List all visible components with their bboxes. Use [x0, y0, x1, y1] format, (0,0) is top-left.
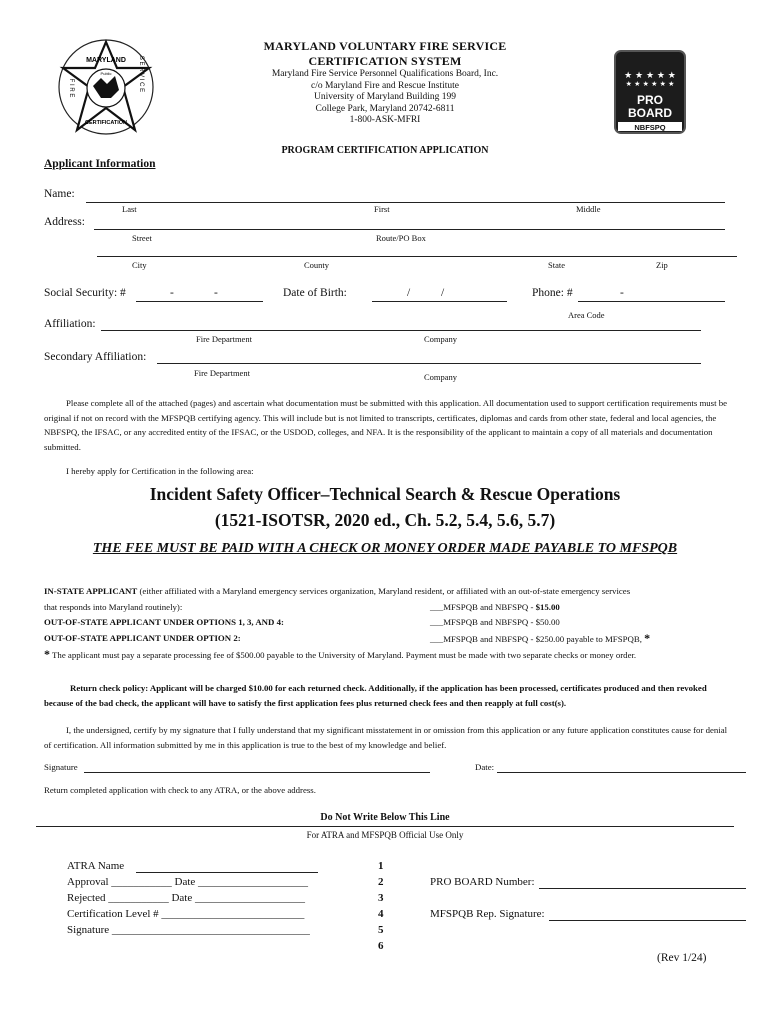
address-line: Maryland Fire Service Personnel Qualifications Board, Inc.	[271, 69, 499, 79]
ssn-dash: -	[214, 287, 218, 299]
dob-label: Date of Birth:	[283, 287, 347, 299]
divider-line	[36, 826, 734, 827]
certification-code: (1521-ISOTSR, 2020 ed., Ch. 5.2, 5.4, 5.6, 5.7)	[214, 510, 556, 530]
address-pobox-caption: Route/PO Box	[376, 233, 426, 243]
footnote-line	[44, 647, 636, 663]
header-address	[150, 69, 620, 127]
secondary-fire-dept-caption: Fire Department	[194, 368, 250, 378]
pro-board-line-3: NBFSPQ	[634, 123, 666, 132]
atra-name-field[interactable]	[136, 872, 318, 873]
state-caption: State	[548, 260, 565, 270]
name-middle-caption: Middle	[576, 204, 601, 214]
footnote-star: *	[644, 631, 651, 645]
return-instructions: Return completed application with check to any ATRA, or the above address.	[44, 785, 316, 795]
official-use-subheading: For ATRA and MFSPQB Official Use Only	[306, 830, 464, 840]
rejected-line: Rejected ___________ Date ____________________	[67, 892, 305, 904]
number-item: 2	[378, 876, 384, 888]
number-item: 6	[378, 940, 384, 952]
number-item: 4	[378, 908, 384, 920]
secondary-affiliation-field[interactable]	[157, 363, 701, 364]
seal-bottom-text: CERTIFICATION	[84, 120, 128, 126]
oos-option-2-fee[interactable]	[430, 631, 650, 647]
address-label: Address:	[44, 216, 85, 228]
address-line: College Park, Maryland 20742-6811	[315, 103, 455, 114]
pro-board-number-label: PRO BOARD Number:	[430, 876, 535, 888]
oos-options-134-label: OUT-OF-STATE APPLICANT UNDER OPTIONS 1, 3, AND 4:	[44, 617, 284, 627]
ssn-dash: -	[170, 287, 174, 299]
section-applicant-information: Applicant Information	[44, 158, 156, 170]
do-not-write-heading: Do Not Write Below This Line	[320, 812, 450, 823]
header-title	[150, 39, 620, 69]
mfspqb-seal-logo	[57, 38, 155, 136]
oos-option-2-fee-text: ___MFSPQB and NBFSPQ - $250.00 payable to MFSPQB,	[430, 634, 642, 644]
pro-board-logo	[614, 50, 686, 134]
ssn-label: Social Security: #	[44, 287, 126, 299]
name-label: Name:	[44, 188, 75, 200]
instate-fee-text: ___MFSPQB and NBFSPQ -	[430, 602, 536, 612]
dob-slash: /	[441, 287, 445, 299]
number-item: 1	[378, 860, 384, 872]
seal-left-text: F I R E	[68, 78, 74, 98]
return-check-policy: Return check policy: Applicant will be charged $10.00 for each returned check. Additionally, if the application has been processed, certificates produced and then revoked because of the bad check, the applicant will have to satisfy the first application fees plus returned check fees and then reapply at full cost(s).	[44, 683, 707, 708]
date-field[interactable]	[497, 772, 746, 773]
fee-notice: THE FEE MUST BE PAID WITH A CHECK OR MONEY ORDER MADE PAYABLE TO MFSPQB	[92, 541, 678, 556]
official-signature-line: Signature ____________________________________	[67, 924, 310, 936]
certification-statement: I, the undersigned, certify by my signature that I fully understand that my significant misstatement in or omission from this application or any future application constitutes cause for denial of certification. All information submitted by me in this application is true to the best of my knowledge and belief.	[44, 725, 728, 750]
secondary-affiliation-label: Secondary Affiliation:	[44, 351, 147, 363]
instate-fee-amount: $15.00	[535, 602, 560, 612]
seal-right-text: S E R V I C E	[138, 55, 144, 93]
area-code-caption: Area Code	[568, 310, 605, 320]
phone-field[interactable]	[578, 301, 725, 302]
svg-text:★ ★ ★ ★ ★: ★ ★ ★ ★ ★	[624, 71, 676, 81]
pro-board-line-1: PRO	[636, 93, 664, 107]
oos-options-134-fee[interactable]: ___MFSPQB and NBFSPQ - $50.00	[430, 617, 560, 627]
dob-field[interactable]	[372, 301, 507, 302]
svg-text:★ ★ ★ ★ ★ ★: ★ ★ ★ ★ ★ ★	[625, 80, 675, 88]
footnote-star: *	[44, 647, 50, 661]
pro-board-number-field[interactable]	[539, 888, 746, 889]
address-line: University of Maryland Building 199	[314, 92, 456, 102]
affiliation-fire-dept-caption: Fire Department	[196, 334, 252, 344]
instructions-paragraph: Please complete all of the attached (pages) and ascertain what documentation must be submitted with this application. All documentation used to support certification requirements must be original if not on record with the MFSPQB certifying agency. This will include but is not limited to transcripts, certificates, diplomas and cards from other state, federal and local agencies, the NBFSPQ, the IFSAC, or any accredited entity of the IFSAC, or the USDOD, colleges, and NFA. It is the responsibility of the applicant to maintain a copy of all materials and documentation submitted.	[44, 398, 728, 452]
certification-title: Incident Safety Officer–Technical Search & Rescue Operations	[149, 484, 621, 504]
ssn-field[interactable]	[136, 301, 263, 302]
rep-signature-label: MFSPQB Rep. Signature:	[430, 908, 545, 920]
header-line-2: CERTIFICATION SYSTEM	[308, 54, 462, 68]
number-item: 3	[378, 892, 384, 904]
address-line: 1-800-ASK-MFRI	[349, 115, 421, 125]
rep-signature-field[interactable]	[549, 920, 746, 921]
address-line: c/o Maryland Fire and Rescue Institute	[310, 80, 459, 91]
signature-field[interactable]	[84, 772, 430, 773]
secondary-company-caption: Company	[424, 372, 458, 382]
seal-center-text: Public	[100, 71, 112, 76]
affiliation-company-caption: Company	[424, 334, 458, 344]
zip-caption: Zip	[656, 260, 668, 270]
phone-dash: -	[620, 287, 624, 299]
name-last-caption: Last	[122, 204, 137, 214]
footnote-text: The applicant must pay a separate processing fee of $500.00 payable to the University of Maryland. Payment must be made with two separate checks or money order.	[52, 650, 637, 660]
seal-top-text: MARYLAND	[86, 57, 126, 64]
instate-description: (either affiliated with a Maryland emergency services organization, Maryland resident, or affiliated with an out-of-state emergency services	[137, 586, 631, 596]
form-title: PROGRAM CERTIFICATION APPLICATION	[281, 145, 489, 156]
city-caption: City	[132, 260, 147, 270]
number-item: 5	[378, 924, 384, 936]
affiliation-label: Affiliation:	[44, 318, 96, 330]
address-street-field[interactable]	[94, 229, 725, 230]
county-caption: County	[304, 260, 330, 270]
instate-continuation: that responds into Maryland routinely):	[44, 602, 183, 612]
revision-label: (Rev 1/24)	[657, 952, 707, 964]
affiliation-field[interactable]	[101, 330, 701, 331]
apply-line: I hereby apply for Certification in the following area:	[66, 466, 254, 476]
phone-label: Phone: #	[532, 287, 573, 299]
name-first-caption: First	[374, 204, 390, 214]
certification-level-line: Certification Level # __________________________	[67, 908, 305, 920]
name-field[interactable]	[86, 202, 725, 203]
header-line-1: MARYLAND VOLUNTARY FIRE SERVICE	[263, 39, 507, 53]
address-city-field[interactable]	[97, 256, 737, 257]
oos-option-2-label: OUT-OF-STATE APPLICANT UNDER OPTION 2:	[44, 633, 241, 643]
pro-board-line-2: BOARD	[628, 106, 672, 120]
instate-fee[interactable]	[430, 600, 560, 615]
approval-line: Approval ___________ Date ____________________	[67, 876, 309, 888]
date-label: Date:	[475, 762, 495, 772]
instate-line	[44, 584, 630, 599]
dob-slash: /	[407, 287, 411, 299]
instate-label: IN-STATE APPLICANT	[44, 586, 138, 596]
address-street-caption: Street	[132, 233, 152, 243]
atra-name-label: ATRA Name	[67, 860, 125, 872]
signature-label: Signature	[44, 762, 78, 772]
